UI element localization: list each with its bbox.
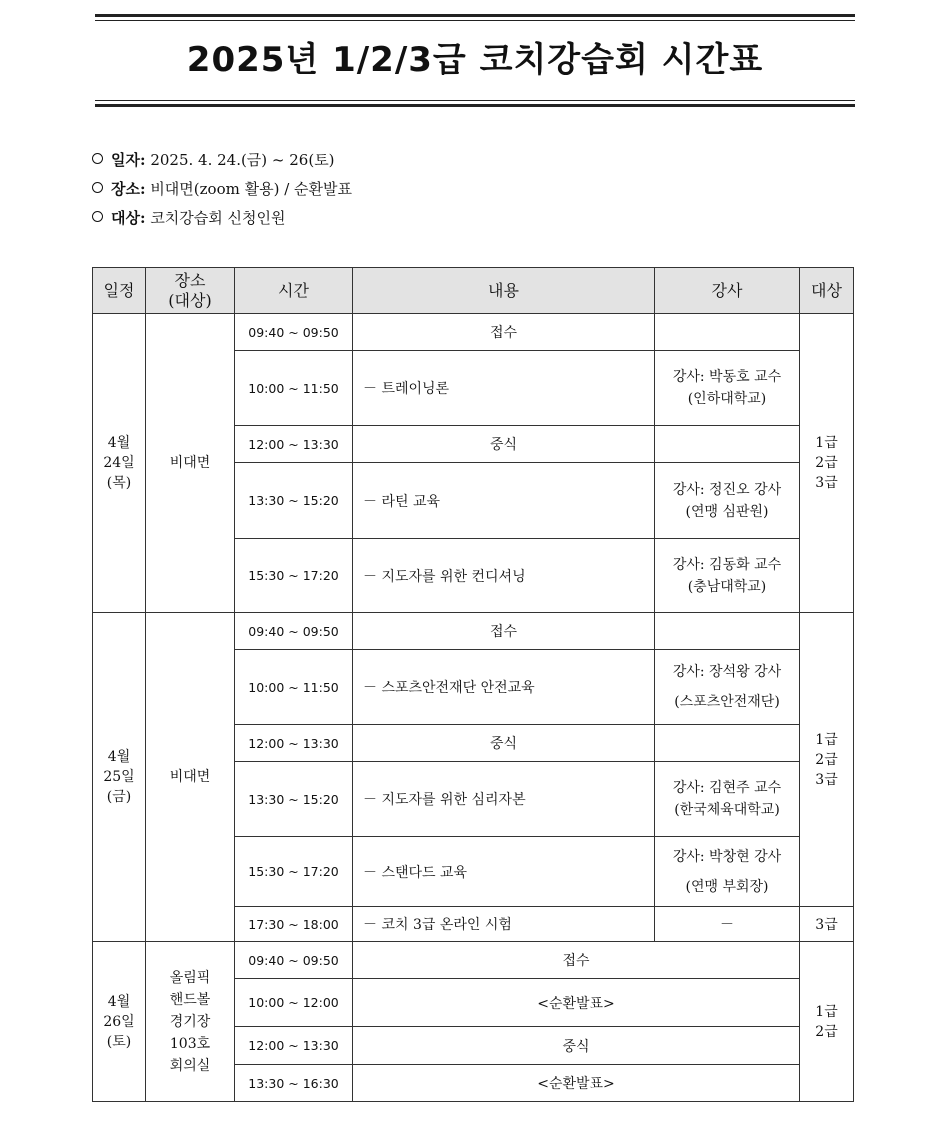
target-level: 3급 [815, 475, 838, 491]
date-weekday: (금) [106, 789, 132, 805]
lecturer-cell [655, 613, 800, 650]
date-cell [93, 613, 146, 942]
header-place-line1: 장소 [174, 270, 206, 290]
header-content: 내용 [353, 268, 655, 314]
content-cell: － 지도자를 위한 컨디셔닝 [353, 539, 655, 613]
content-cell: 접수 [353, 314, 655, 351]
time-cell: 13:30 ~ 15:20 [235, 762, 353, 837]
title-rule-bottom-thin [95, 100, 855, 101]
header-lecturer: 강사 [655, 268, 800, 314]
lecturer-affiliation: (연맹 심판원) [685, 503, 769, 520]
date-cell [93, 314, 146, 613]
lecturer-cell [655, 725, 800, 762]
content-cell: <순환발표> [353, 1065, 800, 1102]
circle-bullet-icon [92, 211, 103, 222]
date-day: 25일 [103, 769, 135, 785]
header-time: 시간 [235, 268, 353, 314]
time-cell: 09:40 ~ 09:50 [235, 942, 353, 979]
target-level: 1급 [815, 731, 838, 748]
content-cell: － 코치 3급 온라인 시험 [353, 907, 655, 942]
lecturer-cell [655, 463, 800, 539]
content-cell: － 지도자를 위한 심리자본 [353, 762, 655, 837]
lecturer-cell [655, 351, 800, 426]
lecturer-cell [655, 762, 800, 837]
place-line: 회의실 [169, 1057, 211, 1074]
target-cell: 3급 [800, 907, 854, 942]
info-target [92, 204, 352, 233]
info-date [92, 146, 352, 175]
info-place-label: 장소: [111, 180, 146, 198]
lecturer-affiliation: (충남대학교) [687, 578, 767, 595]
lecturer-name: 강사: 김동화 교수 [672, 556, 782, 573]
lecturer-cell [655, 650, 800, 725]
time-cell: 13:30 ~ 15:20 [235, 463, 353, 539]
target-level: 2급 [815, 751, 838, 768]
content-cell: 중식 [353, 426, 655, 463]
date-weekday: (목) [106, 475, 132, 491]
target-cell [800, 613, 854, 907]
header-place [146, 268, 235, 314]
lecturer-name: 강사: 박창현 강사 [672, 848, 782, 865]
date-cell [93, 942, 146, 1102]
lecturer-cell [655, 314, 800, 351]
time-cell: 12:00 ~ 13:30 [235, 1027, 353, 1065]
table-row [93, 613, 854, 650]
place-line: 핸드볼 [169, 991, 211, 1008]
content-cell: 중식 [353, 1027, 800, 1065]
content-cell: － 라틴 교육 [353, 463, 655, 539]
lecturer-name: 강사: 정진오 강사 [672, 481, 782, 498]
lecturer-name: 강사: 장석왕 강사 [672, 664, 782, 680]
date-month: 4월 [107, 435, 131, 451]
target-level: 2급 [815, 455, 838, 471]
time-cell: 10:00 ~ 11:50 [235, 650, 353, 725]
date-day: 26일 [103, 1013, 135, 1030]
info-target-value: 코치강습회 신청인원 [150, 209, 286, 227]
title-rule-bottom-thick [95, 104, 855, 107]
content-cell: 중식 [353, 725, 655, 762]
lecturer-affiliation: (인하대학교) [687, 391, 767, 407]
circle-bullet-icon [92, 182, 103, 193]
page-title: 2025년 1/2/3급 코치강습회 시간표 [186, 40, 764, 80]
content-cell: － 트레이닝론 [353, 351, 655, 426]
circle-bullet-icon [92, 153, 103, 164]
info-place [92, 175, 352, 204]
header-target: 대상 [800, 268, 854, 314]
content-cell: 접수 [353, 613, 655, 650]
target-cell [800, 942, 854, 1102]
time-cell: 15:30 ~ 17:20 [235, 837, 353, 907]
time-cell: 15:30 ~ 17:20 [235, 539, 353, 613]
time-cell: 12:00 ~ 13:30 [235, 426, 353, 463]
place-line: 103호 [169, 1035, 211, 1052]
target-level: 3급 [815, 771, 838, 788]
content-cell: － 스탠다드 교육 [353, 837, 655, 907]
date-month: 4월 [107, 749, 131, 765]
info-date-value: 2025. 4. 24.(금) ~ 26(토) [150, 151, 335, 169]
content-cell: 접수 [353, 942, 800, 979]
content-cell: <순환발표> [353, 979, 800, 1027]
header-date: 일정 [93, 268, 146, 314]
lecturer-affiliation: (한국체육대학교) [674, 802, 780, 818]
date-weekday: (토) [106, 1033, 132, 1050]
table-row [93, 314, 854, 351]
lecturer-affiliation: (연맹 부회장) [685, 878, 769, 895]
target-level: 2급 [815, 1023, 838, 1040]
lecturer-cell [655, 426, 800, 463]
time-cell: 10:00 ~ 11:50 [235, 351, 353, 426]
info-place-value: 비대면(zoom 활용) / 순환발표 [150, 180, 352, 198]
place-line: 경기장 [169, 1013, 211, 1030]
time-cell: 12:00 ~ 13:30 [235, 725, 353, 762]
info-target-label: 대상: [111, 209, 146, 227]
lecturer-cell [655, 539, 800, 613]
date-day: 24일 [103, 455, 135, 471]
header-place-line2: (대상) [168, 290, 212, 310]
time-cell: 13:30 ~ 16:30 [235, 1065, 353, 1102]
date-month: 4월 [107, 993, 131, 1010]
header-row [93, 268, 854, 314]
time-cell: 09:40 ~ 09:50 [235, 314, 353, 351]
title-rule-top-thick [95, 14, 855, 17]
target-level: 1급 [815, 435, 838, 451]
lecturer-affiliation: (스포츠안전재단) [674, 694, 780, 710]
schedule-table [92, 267, 854, 1102]
lecturer-name: 강사: 김현주 교수 [672, 780, 782, 796]
place-cell [146, 942, 235, 1102]
table-row [93, 942, 854, 979]
lecturer-cell [655, 837, 800, 907]
place-cell: 비대면 [146, 613, 235, 942]
target-level: 1급 [815, 1003, 838, 1020]
time-cell: 10:00 ~ 12:00 [235, 979, 353, 1027]
info-list [92, 146, 352, 233]
place-line: 올림픽 [169, 969, 211, 986]
info-date-label: 일자: [111, 151, 146, 169]
lecturer-cell: － [655, 907, 800, 942]
target-cell [800, 314, 854, 613]
lecturer-name: 강사: 박동호 교수 [672, 369, 782, 385]
title-rule-top-thin [95, 20, 855, 21]
content-cell: － 스포츠안전재단 안전교육 [353, 650, 655, 725]
time-cell: 09:40 ~ 09:50 [235, 613, 353, 650]
time-cell: 17:30 ~ 18:00 [235, 907, 353, 942]
place-cell: 비대면 [146, 314, 235, 613]
